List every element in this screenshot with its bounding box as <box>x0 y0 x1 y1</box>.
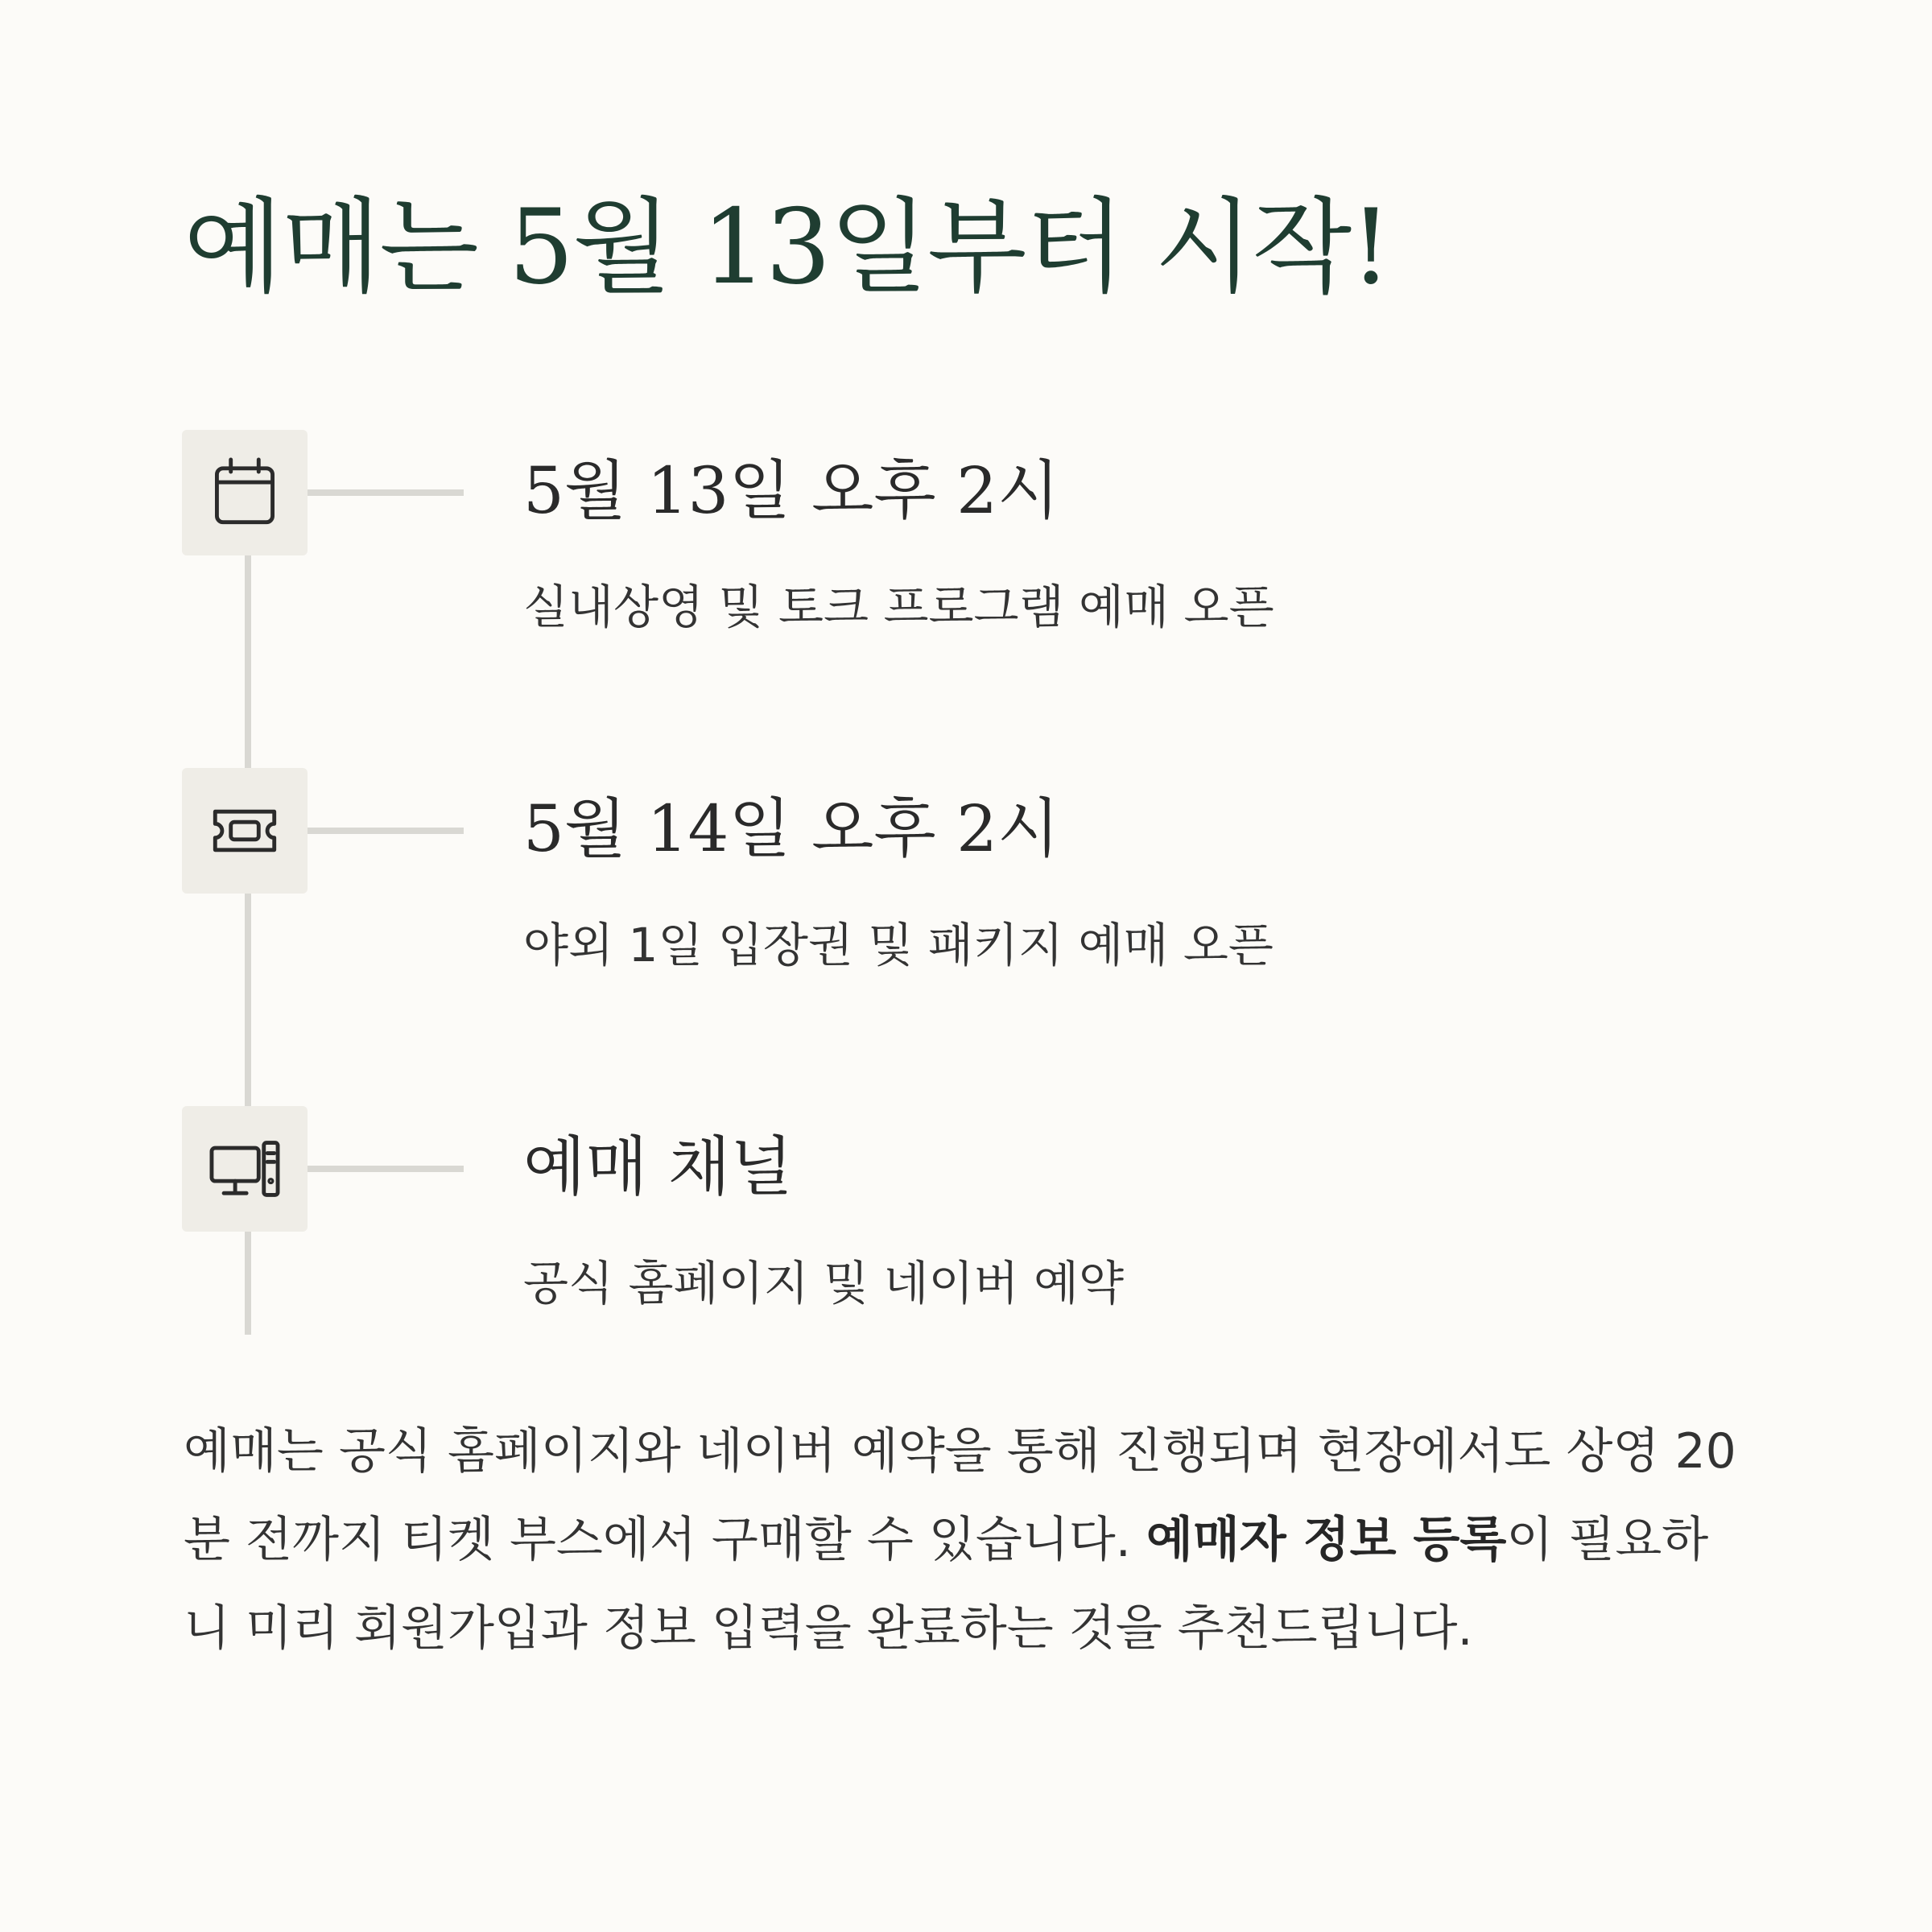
booking-note <box>184 1407 1753 1673</box>
item-title: 5월 13일 오후 2시 <box>523 453 1060 528</box>
calendar-icon <box>201 449 288 536</box>
timeline-item-outdoor-open <box>182 768 1711 972</box>
timeline-connector <box>308 489 464 496</box>
desktop-computer-icon <box>201 1125 288 1212</box>
item-description: 실내상영 및 토크 프로그램 예매 오픈 <box>523 580 1274 634</box>
timeline-item-indoor-open <box>182 430 1711 634</box>
item-title: 예매 채널 <box>523 1129 793 1204</box>
page-title: 예매는 5월 13일부터 시작! <box>184 188 1390 308</box>
item-description: 야외 1일 입장권 및 패키지 예매 오픈 <box>523 918 1274 972</box>
item-description: 공식 홈페이지 및 네이버 예약 <box>523 1256 1125 1311</box>
timeline-item-channels <box>182 1106 1711 1311</box>
timeline-connector <box>308 1166 464 1172</box>
icon-box <box>182 430 308 555</box>
note-text-end: 이 필요하니 미리 회원가입과 정보 입력을 완료하는 것을 추천드립니다. <box>184 1512 1709 1657</box>
note-emphasis: 예매자 정보 등록 <box>1146 1512 1507 1568</box>
note-text: 예매는 공식 홈페이지와 네이버 예약을 통해 진행되며 현장에서도 상영 20분 전까지 티켓 부스에서 구매할 수 있습니다. <box>184 1423 1736 1568</box>
timeline-connector <box>308 828 464 834</box>
item-title: 5월 14일 오후 2시 <box>523 791 1060 866</box>
ticket-icon <box>201 787 288 874</box>
icon-box <box>182 768 308 894</box>
icon-box <box>182 1106 308 1232</box>
